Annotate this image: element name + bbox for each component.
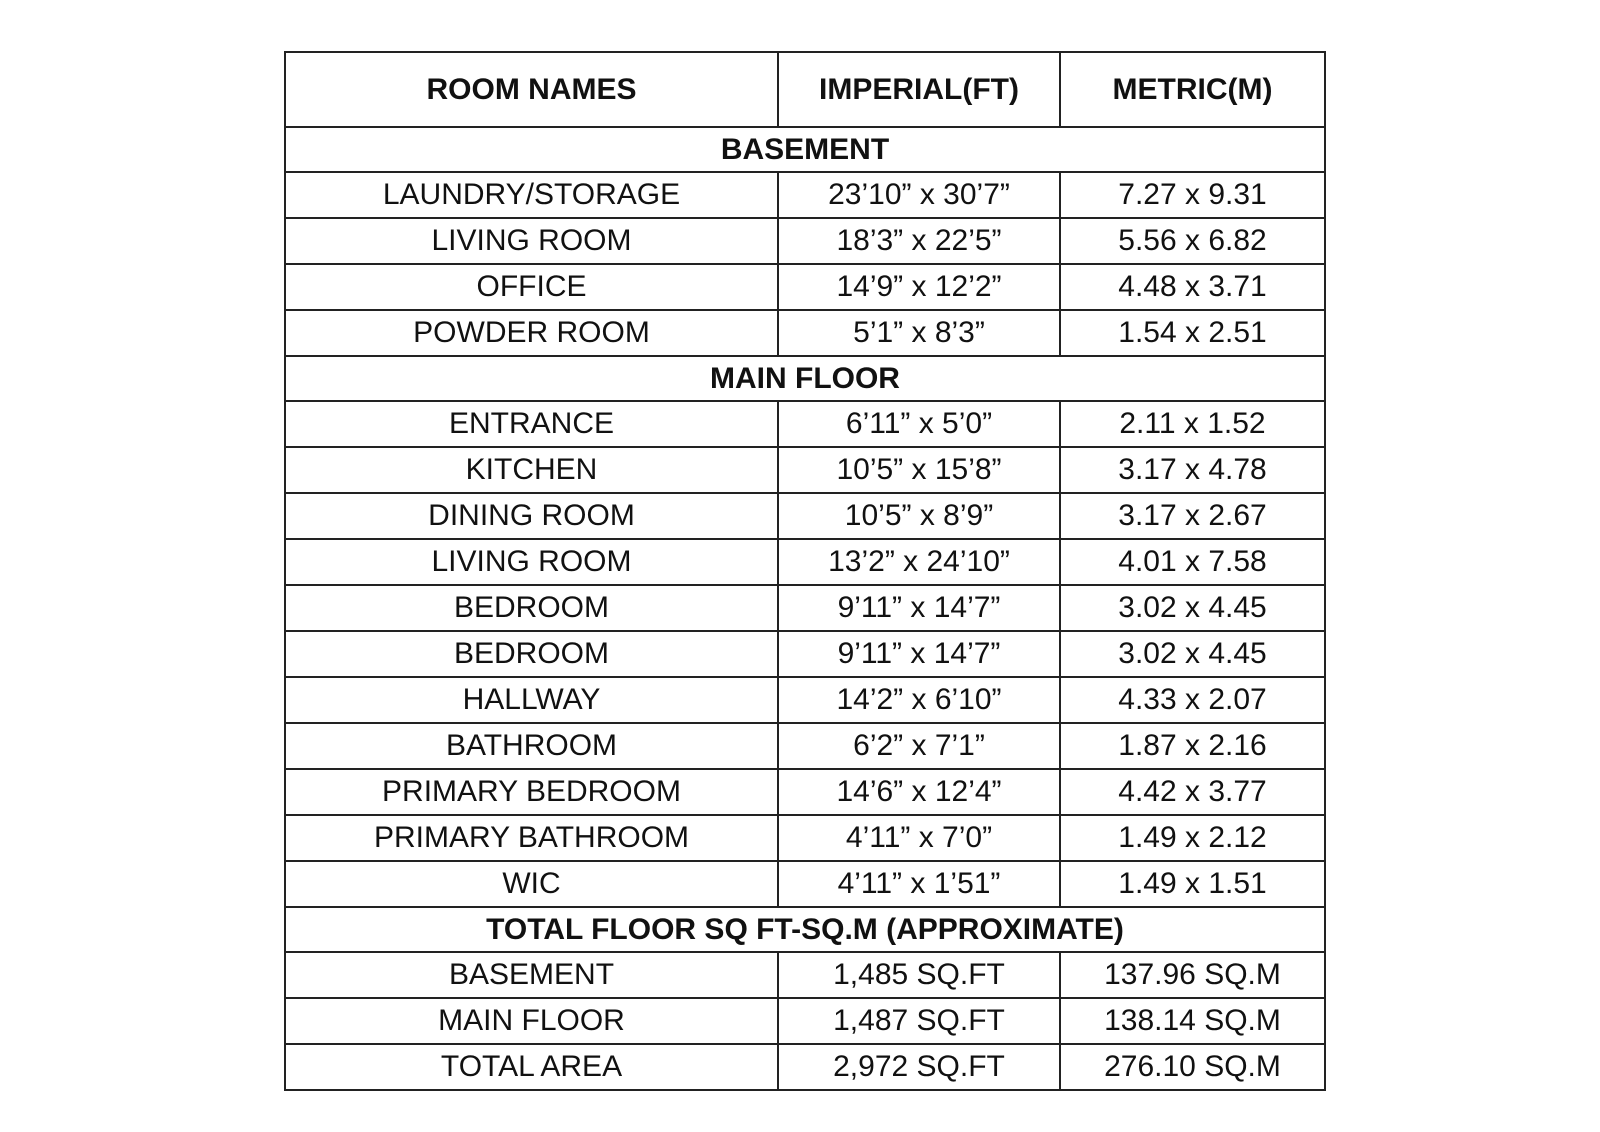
room-name: POWDER ROOM xyxy=(285,310,778,356)
imperial-area: 2,972 SQ.FT xyxy=(778,1044,1060,1090)
metric-value: 1.49 x 1.51 xyxy=(1060,861,1325,907)
table-row xyxy=(285,172,1325,218)
metric-value: 3.02 x 4.45 xyxy=(1060,631,1325,677)
imperial-value: 10’5” x 15’8” xyxy=(778,447,1060,493)
table-row xyxy=(285,861,1325,907)
imperial-value: 14’2” x 6’10” xyxy=(778,677,1060,723)
imperial-value: 6’11” x 5’0” xyxy=(778,401,1060,447)
table-row xyxy=(285,723,1325,769)
section-title: MAIN FLOOR xyxy=(285,356,1325,401)
table-row xyxy=(285,815,1325,861)
table-row xyxy=(285,952,1325,998)
header-room-names: ROOM NAMES xyxy=(285,52,778,127)
table-row xyxy=(285,218,1325,264)
section-title: BASEMENT xyxy=(285,127,1325,172)
room-name: DINING ROOM xyxy=(285,493,778,539)
imperial-value: 18’3” x 22’5” xyxy=(778,218,1060,264)
table-row xyxy=(285,631,1325,677)
imperial-value: 9’11” x 14’7” xyxy=(778,631,1060,677)
room-name: HALLWAY xyxy=(285,677,778,723)
room-dimensions-table xyxy=(284,51,1326,1091)
room-name: PRIMARY BATHROOM xyxy=(285,815,778,861)
floor-name: BASEMENT xyxy=(285,952,778,998)
imperial-value: 5’1” x 8’3” xyxy=(778,310,1060,356)
room-name: LIVING ROOM xyxy=(285,218,778,264)
metric-value: 3.02 x 4.45 xyxy=(1060,585,1325,631)
imperial-value: 13’2” x 24’10” xyxy=(778,539,1060,585)
metric-value: 4.48 x 3.71 xyxy=(1060,264,1325,310)
metric-value: 4.42 x 3.77 xyxy=(1060,769,1325,815)
section-basement xyxy=(285,127,1325,172)
section-totals xyxy=(285,907,1325,952)
room-name: LAUNDRY/STORAGE xyxy=(285,172,778,218)
header-imperial: IMPERIAL(FT) xyxy=(778,52,1060,127)
table-row xyxy=(285,401,1325,447)
floor-name: MAIN FLOOR xyxy=(285,998,778,1044)
room-name: WIC xyxy=(285,861,778,907)
room-name: LIVING ROOM xyxy=(285,539,778,585)
header-row xyxy=(285,52,1325,127)
room-name: ENTRANCE xyxy=(285,401,778,447)
imperial-area: 1,485 SQ.FT xyxy=(778,952,1060,998)
table-row xyxy=(285,310,1325,356)
metric-value: 1.54 x 2.51 xyxy=(1060,310,1325,356)
metric-value: 5.56 x 6.82 xyxy=(1060,218,1325,264)
metric-value: 1.87 x 2.16 xyxy=(1060,723,1325,769)
table-row xyxy=(285,998,1325,1044)
imperial-value: 4’11” x 7’0” xyxy=(778,815,1060,861)
room-name: BEDROOM xyxy=(285,631,778,677)
table-row xyxy=(285,585,1325,631)
imperial-area: 1,487 SQ.FT xyxy=(778,998,1060,1044)
table-row xyxy=(285,1044,1325,1090)
metric-value: 3.17 x 2.67 xyxy=(1060,493,1325,539)
floor-name: TOTAL AREA xyxy=(285,1044,778,1090)
table-row xyxy=(285,539,1325,585)
table-row xyxy=(285,493,1325,539)
table-row xyxy=(285,264,1325,310)
room-dimensions-sheet xyxy=(284,51,1324,1091)
room-name: PRIMARY BEDROOM xyxy=(285,769,778,815)
metric-area: 138.14 SQ.M xyxy=(1060,998,1325,1044)
metric-value: 4.33 x 2.07 xyxy=(1060,677,1325,723)
imperial-value: 4’11” x 1’51” xyxy=(778,861,1060,907)
room-name: KITCHEN xyxy=(285,447,778,493)
room-name: BATHROOM xyxy=(285,723,778,769)
section-title: TOTAL FLOOR SQ FT-SQ.M (APPROXIMATE) xyxy=(285,907,1325,952)
metric-value: 2.11 x 1.52 xyxy=(1060,401,1325,447)
imperial-value: 6’2” x 7’1” xyxy=(778,723,1060,769)
section-main-floor xyxy=(285,356,1325,401)
metric-value: 7.27 x 9.31 xyxy=(1060,172,1325,218)
room-name: OFFICE xyxy=(285,264,778,310)
room-name: BEDROOM xyxy=(285,585,778,631)
metric-area: 276.10 SQ.M xyxy=(1060,1044,1325,1090)
metric-value: 3.17 x 4.78 xyxy=(1060,447,1325,493)
header-metric: METRIC(M) xyxy=(1060,52,1325,127)
imperial-value: 14’9” x 12’2” xyxy=(778,264,1060,310)
metric-value: 1.49 x 2.12 xyxy=(1060,815,1325,861)
metric-area: 137.96 SQ.M xyxy=(1060,952,1325,998)
imperial-value: 10’5” x 8’9” xyxy=(778,493,1060,539)
imperial-value: 9’11” x 14’7” xyxy=(778,585,1060,631)
metric-value: 4.01 x 7.58 xyxy=(1060,539,1325,585)
imperial-value: 14’6” x 12’4” xyxy=(778,769,1060,815)
table-row xyxy=(285,447,1325,493)
imperial-value: 23’10” x 30’7” xyxy=(778,172,1060,218)
table-row xyxy=(285,769,1325,815)
table-row xyxy=(285,677,1325,723)
